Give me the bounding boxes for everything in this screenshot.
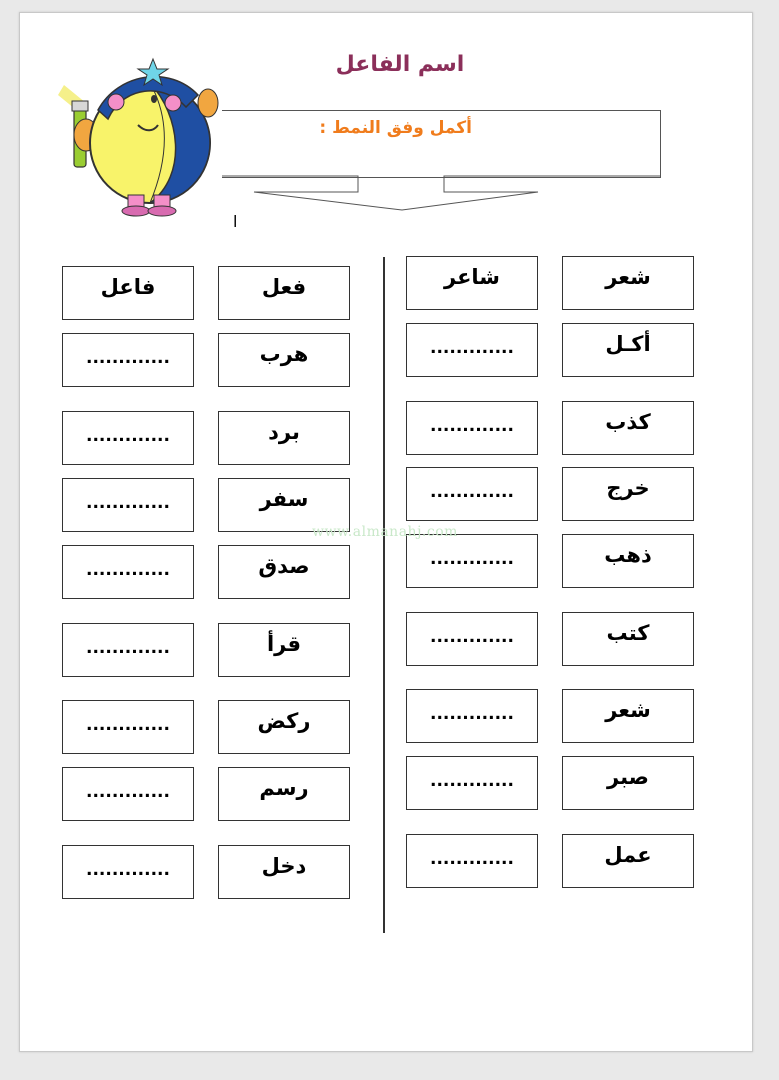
tick-mark: ا — [233, 212, 238, 231]
blank-dots: ............. — [86, 348, 170, 368]
right-header-noun — [406, 256, 538, 310]
left-answer-blank[interactable] — [62, 767, 194, 821]
down-arrow-icon — [222, 174, 662, 214]
verb-text: هرب — [259, 342, 309, 366]
right-answer-blank[interactable] — [406, 467, 538, 521]
moon-mascot-illustration — [58, 55, 223, 220]
verb-text: رسم — [259, 776, 309, 800]
verb-text: عمل — [604, 843, 652, 867]
verb-text: ركض — [257, 709, 311, 733]
left-verb-cell — [218, 700, 350, 754]
verb-text: قرأ — [266, 632, 301, 656]
verb-text: صدق — [258, 554, 310, 578]
verb-text: كذب — [605, 410, 651, 434]
watermark: www.almanahj.com — [312, 524, 458, 540]
blank-dots: ............. — [86, 782, 170, 802]
verb-text: سفر — [259, 487, 309, 511]
left-verb-cell — [218, 767, 350, 821]
blank-dots: ............. — [430, 549, 514, 569]
left-answer-blank[interactable] — [62, 478, 194, 532]
blank-dots: ............. — [430, 771, 514, 791]
verb-text: شعر — [605, 698, 651, 722]
left-answer-blank[interactable] — [62, 623, 194, 677]
right-answer-blank[interactable] — [406, 323, 538, 377]
left-answer-blank[interactable] — [62, 333, 194, 387]
left-answer-blank[interactable] — [62, 845, 194, 899]
blank-dots: ............. — [430, 849, 514, 869]
verb-text: خرج — [606, 476, 650, 500]
left-answer-blank[interactable] — [62, 545, 194, 599]
blank-dots: ............. — [86, 493, 170, 513]
blank-dots: ............. — [430, 338, 514, 358]
header-label: شاعر — [444, 265, 500, 289]
right-verb-cell — [562, 323, 694, 377]
left-verb-cell — [218, 411, 350, 465]
left-verb-cell — [218, 545, 350, 599]
verb-text: برد — [268, 420, 300, 444]
left-verb-cell — [218, 333, 350, 387]
left-answer-blank[interactable] — [62, 411, 194, 465]
right-header-verb — [562, 256, 694, 310]
blank-dots: ............. — [86, 638, 170, 658]
left-header-verb — [218, 266, 350, 320]
right-verb-cell — [562, 834, 694, 888]
blank-dots: ............. — [430, 704, 514, 724]
verb-text: ذهب — [604, 543, 652, 567]
left-verb-cell — [218, 623, 350, 677]
left-answer-blank[interactable] — [62, 700, 194, 754]
verb-text: أكـل — [605, 332, 651, 356]
verb-text: كتب — [606, 621, 650, 645]
right-answer-blank[interactable] — [406, 834, 538, 888]
right-verb-cell — [562, 401, 694, 455]
right-verb-cell — [562, 534, 694, 588]
right-answer-blank[interactable] — [406, 689, 538, 743]
instruction-text: أكمل وفق النمط : — [319, 118, 472, 138]
blank-dots: ............. — [86, 715, 170, 735]
blank-dots: ............. — [86, 860, 170, 880]
right-answer-blank[interactable] — [406, 612, 538, 666]
verb-text: صبر — [607, 765, 649, 789]
blank-dots: ............. — [430, 482, 514, 502]
right-verb-cell — [562, 689, 694, 743]
left-verb-cell — [218, 845, 350, 899]
header-label: فعل — [261, 275, 307, 299]
left-header-noun — [62, 266, 194, 320]
blank-dots: ............. — [86, 426, 170, 446]
right-verb-cell — [562, 467, 694, 521]
blank-dots: ............. — [430, 416, 514, 436]
right-answer-blank[interactable] — [406, 401, 538, 455]
header-label: فاعل — [100, 275, 156, 299]
header-label: شعر — [605, 265, 651, 289]
right-answer-blank[interactable] — [406, 756, 538, 810]
right-verb-cell — [562, 612, 694, 666]
verb-text: دخل — [261, 854, 307, 878]
page-title: اسم الفاعل — [335, 52, 465, 77]
column-divider — [383, 257, 385, 933]
blank-dots: ............. — [86, 560, 170, 580]
right-answer-blank[interactable] — [406, 534, 538, 588]
blank-dots: ............. — [430, 627, 514, 647]
right-verb-cell — [562, 756, 694, 810]
